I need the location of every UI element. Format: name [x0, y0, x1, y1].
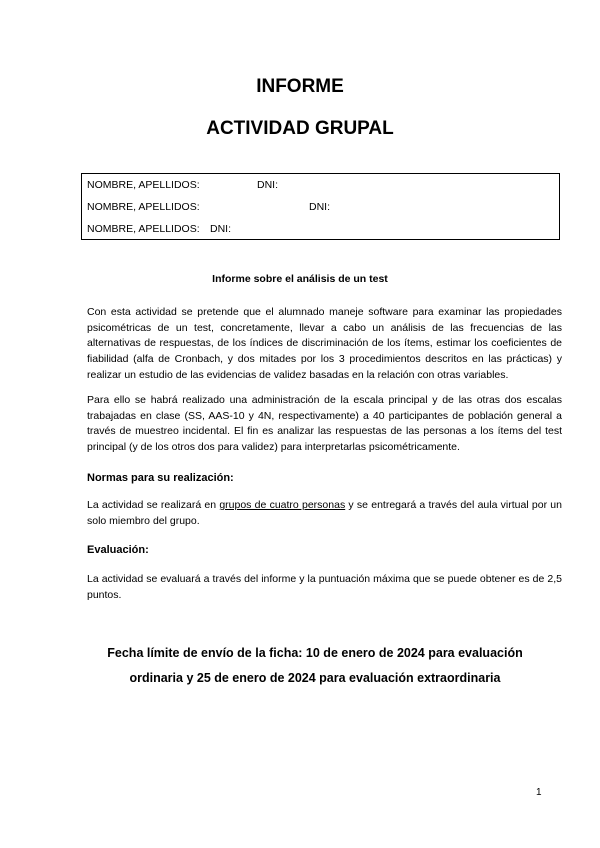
intro-paragraph: Con esta actividad se pretende que el alumnado maneje software para examinar las propiedades psicométricas de un test, concretamente, llevar a cabo un análisis de las frecuencias de las alternativas de respuestas, de los índices de discriminación de los ítems, estimar los coeficientes de fiabilidad (alfa de Cronbach, y dos mitades por los 3 procedimientos descritos en las prácticas) y realizar un estudio de las evidencias de validez basadas en la relación con otras variables.: [87, 306, 562, 381]
student-names-box: [81, 173, 560, 240]
name-label: NOMBRE, APELLIDOS:: [87, 223, 200, 235]
evaluacion-paragraph: La actividad se evaluará a través del informe y la puntuación máxima que se puede obtener es de 2,5 puntos.: [87, 573, 562, 601]
name-row-3: [87, 223, 231, 235]
deadline-line-1: Fecha límite de envío de la ficha: 10 de enero de 2024 para evaluación: [107, 646, 523, 660]
dni-label: DNI:: [210, 223, 231, 235]
name-label: NOMBRE, APELLIDOS:: [87, 179, 200, 191]
page-number: 1: [536, 787, 542, 798]
name-row-2: [87, 201, 330, 213]
normas-paragraph: [87, 498, 562, 529]
document-title: INFORME: [256, 76, 344, 97]
document-subtitle-activity: ACTIVIDAD GRUPAL: [206, 118, 394, 139]
normas-group-size: grupos de cuatro personas: [219, 499, 346, 511]
name-row-1: [87, 179, 278, 191]
dni-label: DNI:: [309, 201, 330, 213]
normas-heading: Normas para su realización:: [87, 472, 234, 484]
context-paragraph: Para ello se habrá realizado una administración de la escala principal y de las otras dos escalas trabajadas en clase (SS, AAS-10 y 4N, respectivamente) a 40 participantes de población general a través de muestreo incidental. El fin es analizar las respuestas de las personas a los ítems del test principal (y de los otros dos para validez) para interpretarlas psicométricamente.: [87, 394, 562, 454]
evaluacion-heading: Evaluación:: [87, 544, 149, 556]
deadline-line-2: ordinaria y 25 de enero de 2024 para evaluación extraordinaria: [129, 671, 501, 685]
name-label: NOMBRE, APELLIDOS:: [87, 201, 200, 213]
section-subtitle: Informe sobre el análisis de un test: [212, 273, 388, 285]
normas-text-before: La actividad se realizará en: [87, 499, 220, 511]
normas-text-after: y se entregará a través del aula virtual por un solo miembro del grupo.: [87, 499, 562, 527]
dni-label: DNI:: [257, 179, 278, 191]
